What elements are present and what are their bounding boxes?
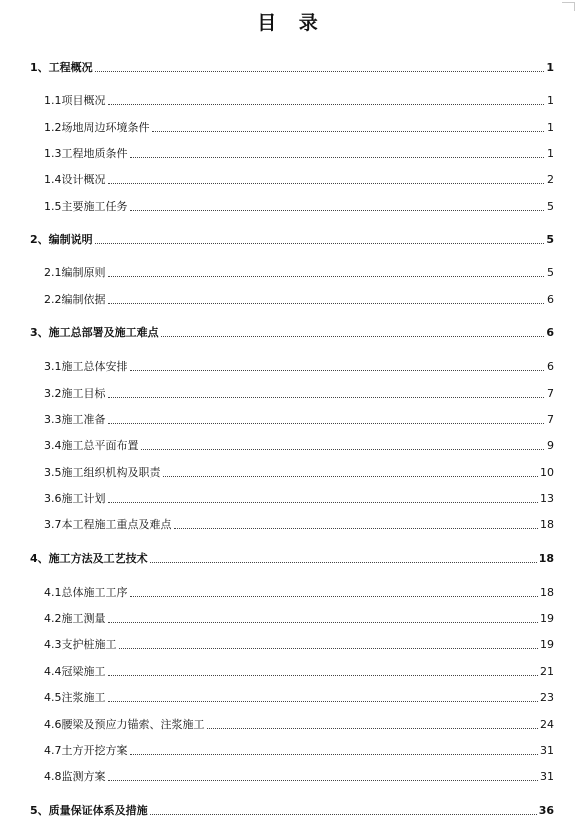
toc-page-number: 1 (547, 121, 554, 134)
toc-page-number: 7 (547, 387, 554, 400)
toc-page-number: 6 (546, 326, 554, 339)
toc-entry-label: 施工准备 (61, 413, 106, 426)
toc-page-number: 1 (547, 94, 554, 107)
toc-section-entry[interactable] (44, 661, 554, 679)
toc-section-entry[interactable] (44, 356, 554, 374)
toc-entry-number: 2.1 (44, 266, 62, 279)
toc-entry-label: 施工总部署及施工难点 (48, 326, 159, 339)
toc-entry-label: 施工目标 (61, 387, 106, 400)
toc-entry-number: 4.3 (44, 638, 62, 651)
toc-dot-leader (108, 621, 539, 623)
toc-dot-leader (108, 779, 539, 781)
toc-entry-label: 工程地质条件 (61, 147, 128, 160)
toc-dot-leader (150, 813, 537, 815)
toc-entry-number: 4.6 (44, 718, 62, 731)
toc-entry-label: 场地周边环境条件 (61, 121, 150, 134)
toc-page-number: 5 (547, 200, 554, 213)
toc-dot-leader (108, 182, 545, 184)
toc-entry-label: 施工测量 (61, 612, 106, 625)
toc-page-number: 21 (540, 665, 554, 678)
toc-entry-label: 编制原则 (61, 266, 106, 279)
toc-dot-leader (108, 422, 545, 424)
toc-page-number: 9 (547, 439, 554, 452)
toc-section-entry[interactable] (44, 608, 554, 626)
toc-page-number: 23 (540, 691, 554, 704)
toc-dot-leader (130, 369, 545, 371)
toc-section-entry[interactable] (44, 409, 554, 427)
toc-entry-number: 1.2 (44, 121, 62, 134)
toc-dot-leader (108, 501, 539, 503)
toc-section-entry[interactable] (44, 435, 554, 453)
toc-dot-leader (108, 302, 545, 304)
toc-entry-number: 4.5 (44, 691, 62, 704)
toc-section-entry[interactable] (44, 90, 554, 108)
toc-entry-number: 4.1 (44, 586, 62, 599)
toc-entry-number: 3.2 (44, 387, 62, 400)
toc-section-entry[interactable] (44, 488, 554, 506)
toc-entry-number: 3.7 (44, 518, 62, 531)
toc-section-entry[interactable] (44, 289, 554, 307)
toc-dot-leader (130, 209, 545, 211)
toc-entry-label: 总体施工工序 (61, 586, 128, 599)
toc-entry-label: 支护桩施工 (61, 638, 117, 651)
toc-section-entry[interactable] (44, 383, 554, 401)
toc-page-number: 6 (547, 293, 554, 306)
toc-page-number: 7 (547, 413, 554, 426)
toc-entry-number: 1.3 (44, 147, 62, 160)
toc-page-number: 1 (546, 61, 554, 74)
toc-entry-label: 项目概况 (61, 94, 106, 107)
toc-entry-number: 3.5 (44, 466, 62, 479)
toc-entry-label: 施工计划 (61, 492, 106, 505)
toc-section-entry[interactable] (44, 714, 554, 732)
toc-dot-leader (108, 103, 545, 105)
toc-entry-number: 3.3 (44, 413, 62, 426)
toc-entry-label: 施工总体安排 (61, 360, 128, 373)
toc-entry-label: 设计概况 (61, 173, 106, 186)
toc-dot-leader (108, 396, 545, 398)
toc-section-entry[interactable] (44, 196, 554, 214)
toc-entry-number: 1、 (30, 61, 49, 74)
toc-entry-label: 主要施工任务 (61, 200, 128, 213)
toc-page-number: 31 (540, 770, 554, 783)
toc-entry-number: 4.2 (44, 612, 62, 625)
toc-dot-leader (108, 275, 545, 277)
toc-entry-label: 土方开挖方案 (61, 744, 128, 757)
toc-dot-leader (150, 561, 537, 563)
toc-section-entry[interactable] (44, 740, 554, 758)
toc-entry-label: 编制依据 (61, 293, 106, 306)
toc-dot-leader (163, 475, 539, 477)
toc-section-entry[interactable] (44, 582, 554, 600)
toc-dot-leader (95, 70, 544, 72)
toc-chapter-entry[interactable] (30, 229, 554, 247)
toc-page-number: 19 (540, 612, 554, 625)
toc-dot-leader (95, 242, 544, 244)
toc-entry-label: 监测方案 (61, 770, 106, 783)
toc-entry-label: 编制说明 (48, 233, 93, 246)
toc-dot-leader (108, 674, 539, 676)
toc-page-number: 18 (538, 552, 554, 565)
toc-entry-label: 施工组织机构及职责 (61, 466, 161, 479)
toc-entry-number: 4、 (30, 552, 49, 565)
toc-dot-leader (119, 647, 539, 649)
toc-page-number: 2 (547, 173, 554, 186)
toc-entry-label: 工程概况 (48, 61, 93, 74)
toc-page-number: 18 (540, 586, 554, 599)
toc-entry-label: 质量保证体系及措施 (48, 804, 148, 816)
toc-entry-number: 2.2 (44, 293, 62, 306)
toc-page-number: 31 (540, 744, 554, 757)
toc-page-number: 13 (540, 492, 554, 505)
toc-entry-label: 注浆施工 (61, 691, 106, 704)
toc-page-number: 36 (538, 804, 554, 816)
toc-dot-leader (207, 727, 539, 729)
toc-dot-leader (130, 595, 539, 597)
toc-dot-leader (161, 335, 544, 337)
toc-entry-number: 1.5 (44, 200, 62, 213)
toc-entry-number: 3、 (30, 326, 49, 339)
toc-section-entry[interactable] (44, 634, 554, 652)
toc-entry-number: 1.4 (44, 173, 62, 186)
toc-entry-number: 3.1 (44, 360, 62, 373)
toc-entry-label: 腰梁及预应力锚索、注浆施工 (61, 718, 205, 731)
toc-section-entry[interactable] (44, 117, 554, 135)
toc-page-number: 24 (540, 718, 554, 731)
toc-chapter-entry[interactable] (30, 57, 554, 75)
toc-entry-label: 施工总平面布置 (61, 439, 139, 452)
toc-chapter-entry[interactable] (30, 322, 554, 340)
toc-section-entry[interactable] (44, 514, 554, 532)
toc-section-entry[interactable] (44, 687, 554, 705)
toc-section-entry[interactable] (44, 766, 554, 784)
toc-section-entry[interactable] (44, 169, 554, 187)
toc-entry-number: 4.4 (44, 665, 62, 678)
toc-page-number: 1 (547, 147, 554, 160)
toc-dot-leader (130, 156, 545, 158)
toc-entry-number: 2、 (30, 233, 49, 246)
toc-section-entry[interactable] (44, 262, 554, 280)
toc-chapter-entry[interactable] (30, 800, 554, 816)
toc-entry-number: 3.6 (44, 492, 62, 505)
toc-dot-leader (141, 448, 545, 450)
toc-dot-leader (108, 700, 539, 702)
toc-title: 目 录 (257, 12, 326, 34)
toc-page-number: 5 (547, 266, 554, 279)
toc-entry-number: 1.1 (44, 94, 62, 107)
toc-entry-number: 4.8 (44, 770, 62, 783)
toc-dot-leader (152, 130, 545, 132)
toc-entry-label: 本工程施工重点及难点 (61, 518, 172, 531)
toc-entry-number: 5、 (30, 804, 49, 816)
toc-page-number: 19 (540, 638, 554, 651)
toc-section-entry[interactable] (44, 462, 554, 480)
toc-page-number: 18 (540, 518, 554, 531)
toc-chapter-entry[interactable] (30, 548, 554, 566)
toc-entry-label: 施工方法及工艺技术 (48, 552, 148, 565)
toc-page-number: 6 (547, 360, 554, 373)
toc-page-number: 10 (540, 466, 554, 479)
toc-dot-leader (130, 753, 539, 755)
toc-dot-leader (174, 527, 539, 529)
toc-page-number: 5 (546, 233, 554, 246)
toc-entry-number: 3.4 (44, 439, 62, 452)
toc-section-entry[interactable] (44, 143, 554, 161)
toc-entry-number: 4.7 (44, 744, 62, 757)
toc-entry-label: 冠梁施工 (61, 665, 106, 678)
